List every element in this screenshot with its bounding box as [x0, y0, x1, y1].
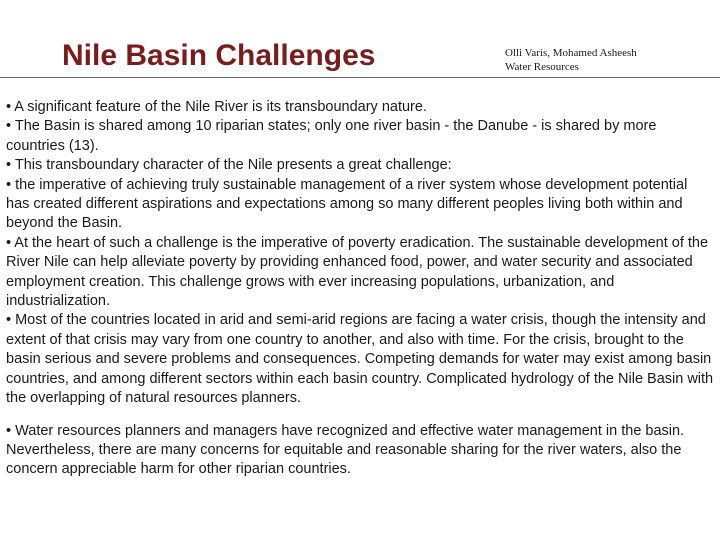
slide-title: Nile Basin Challenges: [62, 39, 376, 72]
bullet-paragraph: • At the heart of such a challenge is the imperative of poverty eradication. The sustainable development of the River Nile can help alleviate poverty by providing enhanced food, power, and water security and associated employment creation. This challenge grows with ever increasing populations, urbanization, and industrialization.: [6, 234, 709, 310]
author-names: Olli Varis, Mohamed Asheesh: [505, 47, 637, 59]
slide-body: [6, 98, 714, 480]
author-department: Water Resources: [505, 61, 579, 73]
bullet-paragraph: • This transboundary character of the Nile presents a great challenge:: [6, 157, 452, 174]
bullet-paragraph: • Most of the countries located in arid and semi-arid regions are facing a water crisis, though the intensity and extent of that crisis may vary from one country to another, and also with time. For the crisis, brought to the basin serious and severe problems and consequences. Competing demands for water may exist among basin countries, and among different sectors within each basin country. Complicated hydrology of the Nile Basin with the overlapping of natural resources planners.: [6, 312, 714, 407]
title-divider: [0, 77, 720, 78]
bullet-paragraph: • Water resources planners and managers have recognized and effective water management in the basin. Nevertheless, there are many concerns for equitable and reasonable sharing for the river waters, also the concern appreciable harm for other riparian countries.: [6, 422, 685, 478]
bullet-paragraph: • the imperative of achieving truly sustainable management of a river system whose development potential has created different aspirations and expectations among so many different peoples living both within and beyond the Basin.: [6, 176, 688, 232]
paragraph-spacer: [6, 409, 714, 422]
bullet-paragraph: • A significant feature of the Nile River is its transboundary nature.: [6, 99, 427, 115]
bullet-paragraph: • The Basin is shared among 10 riparian states; only one river basin - the Danube - is shared by more countries (13).: [6, 118, 657, 154]
author-block: [505, 46, 637, 74]
